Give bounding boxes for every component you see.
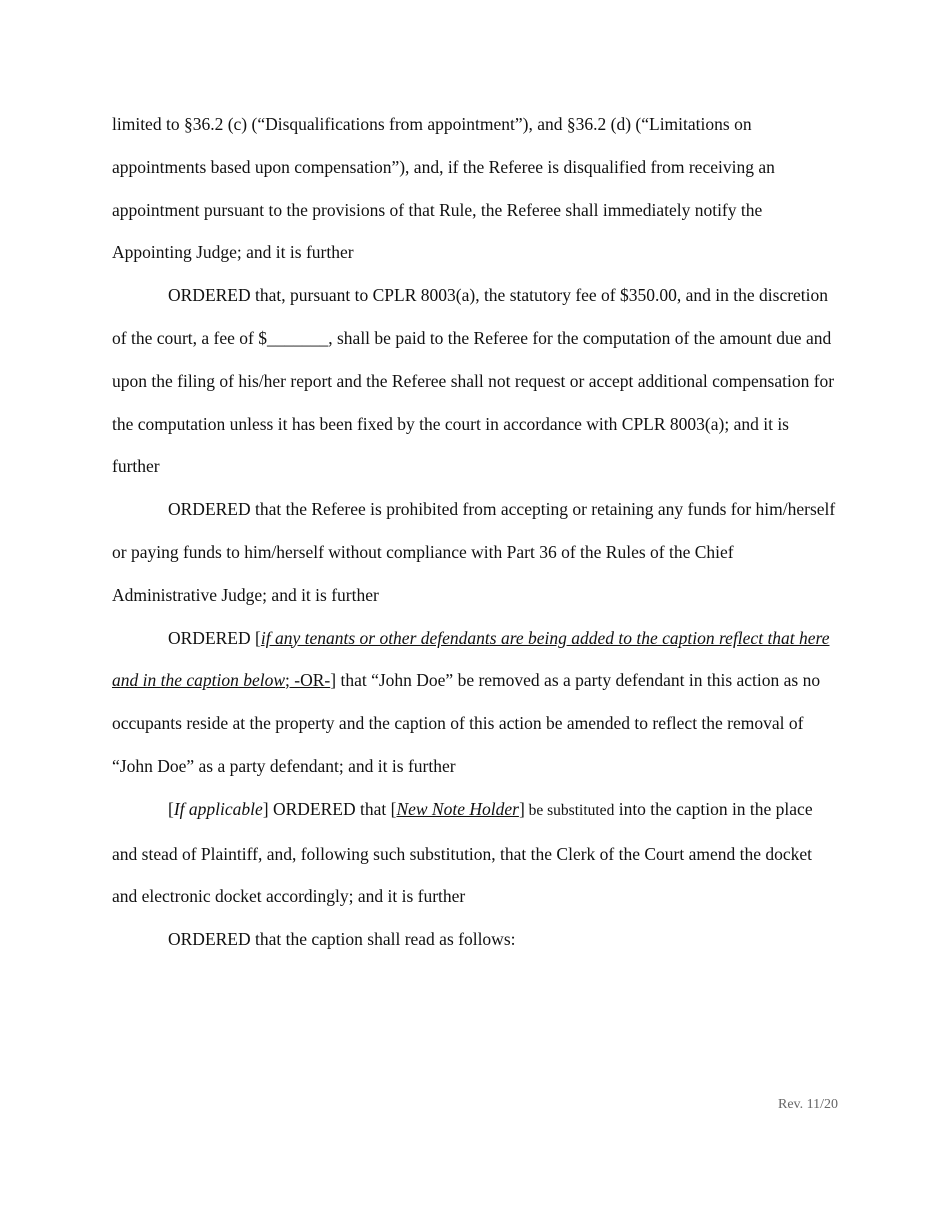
- new-note-holder: New Note Holder: [396, 798, 519, 819]
- open-bracket: [: [168, 798, 174, 819]
- paragraph-referee-fee: ORDERED that, pursuant to CPLR 8003(a), the statutory fee of $350.00, and in the discretion of the court, a fee of $_______, shall be paid to the Referee for the computation of the amount due and upon the filing of his/her report and the Referee shall not request or accept additional compensation for the computation unless it has been fixed by the court in accordance with CPLR 8003(a); and it is further: [112, 285, 835, 477]
- be-substituted: be substituted: [524, 801, 615, 819]
- close-bracket: ]: [330, 670, 337, 691]
- paragraph-disqualification: limited to §36.2 (c) (“Disqualifications from appointment”), and §36.2 (d) (“Limitations on appointments based upon compensation”), and, if the Referee is disqualified from receiving an appointment pursuant to the provisions of that Rule, the Referee shall immediately notify the Appointing Judge; and it is further: [112, 114, 775, 263]
- document-body: [112, 103, 840, 961]
- or-separator: ; -OR-: [285, 670, 331, 691]
- substitution-text: into the caption in the place and stead of Plaintiff, and, following such substitution, that the Clerk of the Court amend the docket and electronic docket accordingly; and it is further: [112, 798, 813, 907]
- close-bracket: ]: [518, 798, 525, 819]
- revision-label: Rev. 11/20: [777, 1097, 838, 1112]
- removal-text: that “John Doe” be removed as a party defendant in this action as no occupants reside at the property and the caption of this action be amended to reflect the removal of “John Doe” as a party defendant; and it is further: [112, 670, 821, 776]
- ordered-mid: ] ORDERED that [: [262, 798, 397, 819]
- paragraph-caption-intro: ORDERED that the caption shall read as follows:: [168, 929, 516, 950]
- if-applicable: If applicable: [173, 798, 263, 819]
- caption-instruction: if any tenants or other defendants are being added to the caption reflect that here and in the caption below: [112, 627, 830, 691]
- paragraph-note-holder-substitution: [112, 788, 840, 918]
- paragraph-john-doe-removal: [112, 617, 840, 788]
- paragraph-funds-prohibition: ORDERED that the Referee is prohibited from accepting or retaining any funds for him/herself or paying funds to him/herself without compliance with Part 36 of the Rules of the Chief Administrative Judge; and it is further: [112, 499, 836, 605]
- ordered-lead: ORDERED [: [168, 627, 261, 648]
